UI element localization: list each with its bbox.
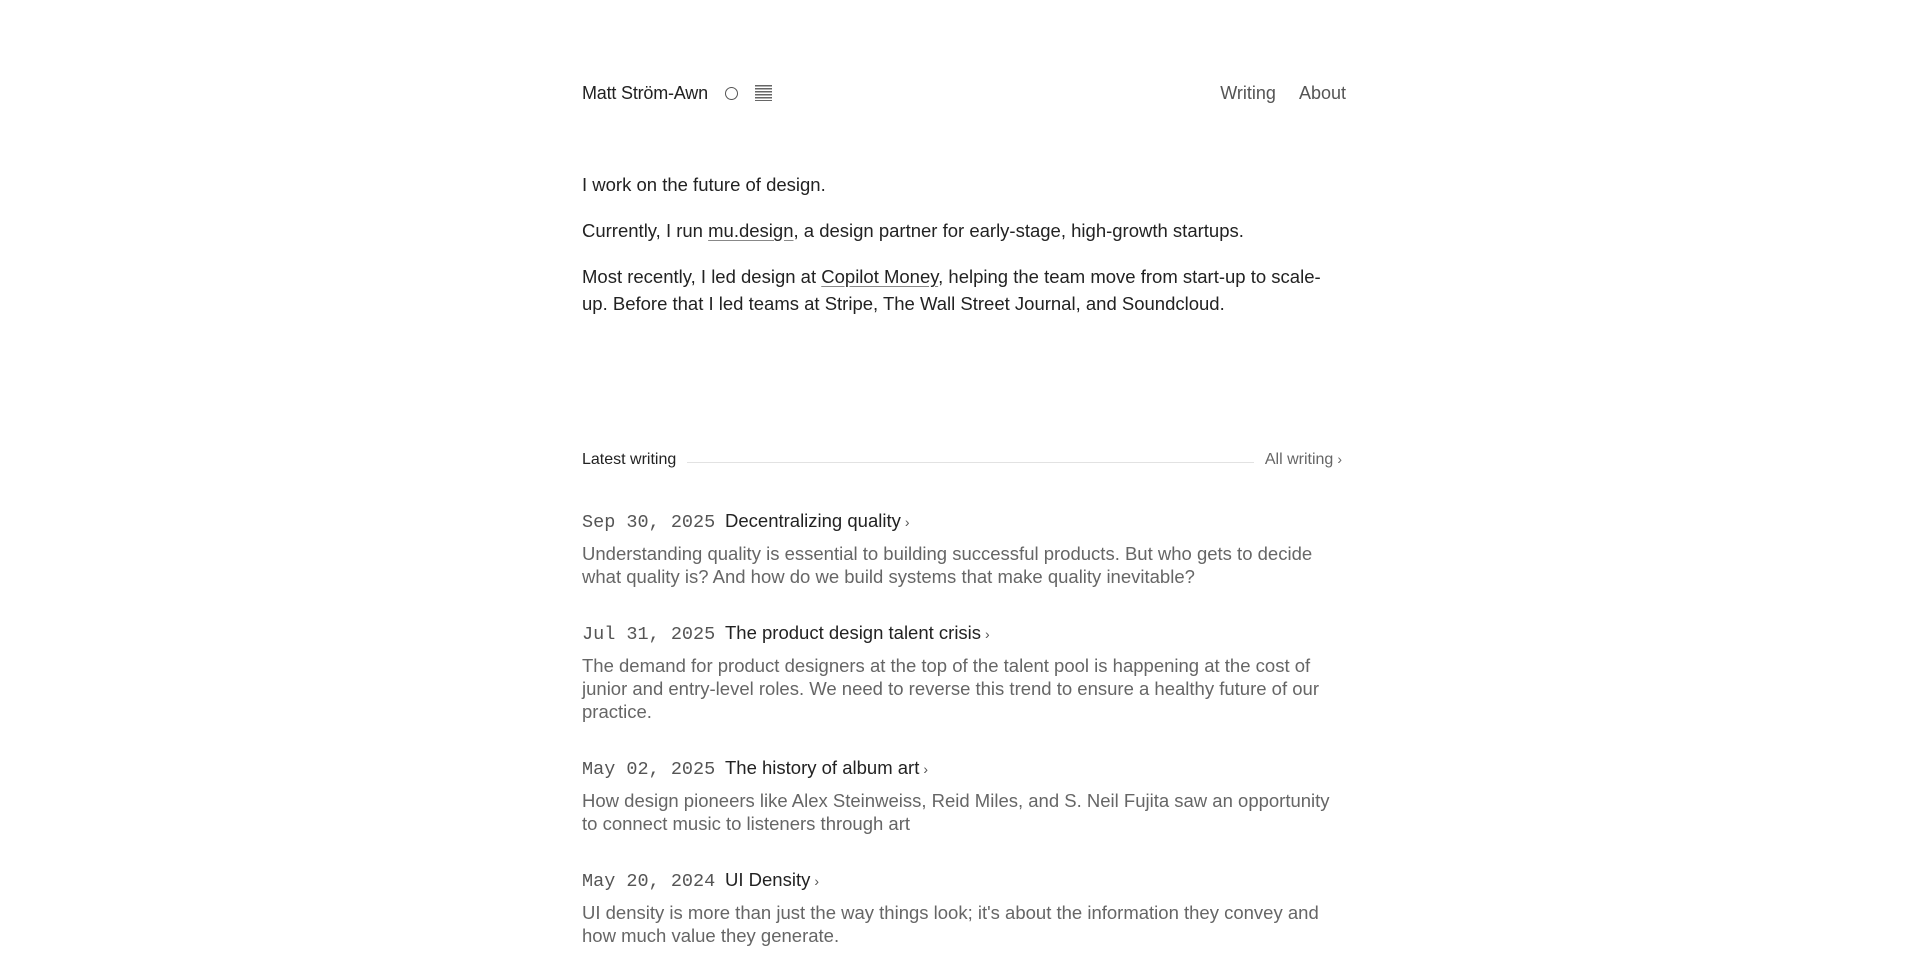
post-title-link[interactable] xyxy=(725,869,819,891)
post-title: UI Density xyxy=(725,869,811,890)
post-title-link[interactable] xyxy=(725,757,928,779)
post-title-link[interactable] xyxy=(725,510,910,532)
post-date: May 20, 2024 xyxy=(582,871,716,892)
post-summary: UI density is more than just the way things look; it's about the information they convey and how much value they generate. xyxy=(582,902,1319,946)
post-title: The product design talent crisis xyxy=(725,622,982,643)
post-date: Sep 30, 2025 xyxy=(582,512,716,533)
intro-line-2 xyxy=(582,217,1346,244)
lines-icon[interactable] xyxy=(755,85,772,101)
post-list xyxy=(582,510,1346,975)
intro-line-2-pre: Currently, I run xyxy=(582,220,709,241)
intro-line-1: I work on the future of design. xyxy=(582,174,826,195)
chevron-right-icon: › xyxy=(814,873,819,889)
post-date: Jul 31, 2025 xyxy=(582,624,716,645)
intro-line-2-post: , a design partner for early-stage, high-growth startups. xyxy=(793,220,1244,241)
site-header xyxy=(582,81,1346,105)
post-title-link[interactable] xyxy=(725,622,990,644)
chevron-right-icon: › xyxy=(985,626,990,642)
post-item xyxy=(582,869,1346,947)
latest-writing-header xyxy=(582,449,1346,471)
post-summary: Understanding quality is essential to building successful products. But who gets to decide what quality is? And how do we build systems that make quality inevitable? xyxy=(582,543,1313,587)
post-date: May 02, 2025 xyxy=(582,759,716,780)
copilot-money-link[interactable]: Copilot Money xyxy=(821,266,939,287)
post-head xyxy=(582,869,1346,899)
post-summary: The demand for product designers at the top of the talent pool is happening at the cost of junior and entry-level roles. We need to reverse this trend to ensure a healthy future of our practice. xyxy=(582,655,1319,722)
intro-line-3-post: , helping the team move from start-up to scale-up. Before that I led teams at Stripe, The Wall Street Journal, and Soundcloud. xyxy=(582,266,1321,314)
intro-line-3 xyxy=(582,263,1346,317)
post-head xyxy=(582,622,1346,652)
nav-about-link[interactable]: About xyxy=(1298,82,1346,103)
all-writing-label: All writing xyxy=(1264,451,1334,468)
theme-toggle-circle-icon[interactable] xyxy=(725,87,738,100)
intro-line-3-pre: Most recently, I led design at xyxy=(582,266,822,287)
main-nav xyxy=(1197,83,1346,104)
chevron-right-icon: › xyxy=(923,761,929,777)
post-item xyxy=(582,510,1346,588)
post-title: Decentralizing quality xyxy=(725,510,901,531)
post-head xyxy=(582,510,1346,540)
chevron-right-icon: › xyxy=(1337,451,1342,467)
nav-writing-link[interactable]: Writing xyxy=(1220,82,1276,103)
site-title-link[interactable]: Matt Ström-Awn xyxy=(582,82,708,103)
chevron-right-icon: › xyxy=(904,514,910,530)
all-writing-link[interactable] xyxy=(1265,451,1342,469)
post-item xyxy=(582,622,1346,723)
post-summary: How design pioneers like Alex Steinweiss, Reid Miles, and S. Neil Fujita saw an opportunity to connect music to listeners through art xyxy=(582,790,1330,834)
section-divider xyxy=(687,462,1254,463)
brand xyxy=(582,83,772,104)
intro xyxy=(582,171,1346,336)
post-head xyxy=(582,757,1346,787)
post-item xyxy=(582,757,1346,835)
latest-writing-title: Latest writing xyxy=(582,451,677,468)
post-title: The history of album art xyxy=(725,757,920,778)
mu-design-link[interactable]: mu.design xyxy=(708,220,794,241)
